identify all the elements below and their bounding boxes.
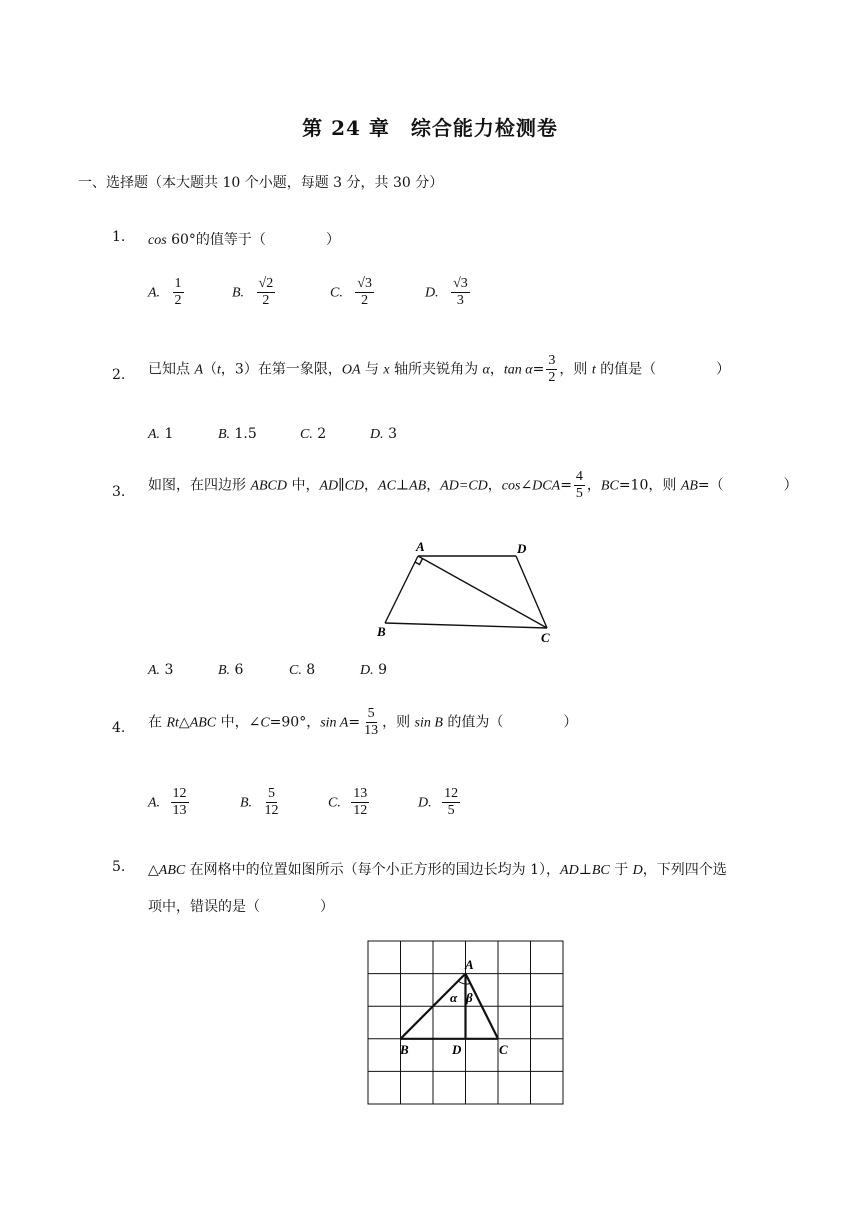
q4-option-c[interactable]: C. $\frac{13}{12}$ <box>328 786 368 819</box>
q2-option-d[interactable]: D. 3 <box>370 426 397 442</box>
q2-option-c[interactable]: C. 2 <box>300 426 327 442</box>
question-4-number: 4. <box>112 720 126 736</box>
question-4-text: 在 Rt△ABC 中，∠C=90°，sin A= $\frac{5}{13}$ ，则 sin B 的值为（ ） <box>148 706 578 739</box>
q3-option-b[interactable]: B. 6 <box>218 662 244 678</box>
q3-quadrilateral-figure <box>370 536 560 648</box>
edge-ab <box>385 556 418 623</box>
edge-bc <box>385 623 547 628</box>
label-alpha: α <box>450 990 458 1005</box>
q1-option-a[interactable]: A. $\frac{1}{2}$ <box>148 276 182 309</box>
q3-option-d[interactable]: D. 9 <box>360 662 387 678</box>
q2-option-a[interactable]: A. 1 <box>148 426 174 442</box>
q1-option-d[interactable]: D. $\frac{√3}{3}$ <box>425 276 468 309</box>
question-3-text: 如图，在四边形 ABCD 中，AD∥CD，AC⊥AB，AD=CD，cos∠DCA= $\frac{4}{5}$ ，BC=10，则 AB=（ ） <box>148 469 798 502</box>
question-1-number: 1. <box>112 229 126 245</box>
q1-option-c[interactable]: C. $\frac{√3}{2}$ <box>330 276 372 309</box>
question-2-text: 已知点 A（t，3）在第一象限，OA 与 x 轴所夹锐角为 α，tan α= $\frac{3}{2}$ ，则 t 的值是（ ） <box>148 353 731 386</box>
label-B: B <box>377 624 386 639</box>
q3-option-a[interactable]: A. 3 <box>148 662 174 678</box>
q1-option-b[interactable]: B. $\frac{√2}{2}$ <box>232 276 274 309</box>
label-D: D <box>517 541 527 556</box>
q4-option-a[interactable]: A. $\frac{12}{13}$ <box>148 786 187 819</box>
label-B: B <box>400 1042 409 1057</box>
question-3-number: 3. <box>112 484 126 500</box>
edge-dc <box>516 556 547 628</box>
q3-option-c[interactable]: C. 8 <box>289 662 316 678</box>
q2-option-b[interactable]: B. 1.5 <box>218 426 257 442</box>
label-C: C <box>499 1042 508 1057</box>
label-A: A <box>465 957 474 972</box>
section-heading: 一、选择题（本大题共 10 个小题，每题 3 分，共 30 分） <box>78 175 444 191</box>
q4-option-d[interactable]: D. $\frac{12}{5}$ <box>418 786 459 819</box>
question-5-number: 5. <box>112 859 126 875</box>
label-A: A <box>416 539 425 554</box>
label-C: C <box>541 630 550 645</box>
q4-option-b[interactable]: B. $\frac{5}{12}$ <box>240 786 279 819</box>
question-5-text-line1: △ABC 在网格中的位置如图所示（每个小正方形的国边长均为 1），AD⊥BC 于 D，下列四个选 <box>148 862 727 878</box>
question-5-text-line2: 项中，错误的是（ ） <box>148 899 334 915</box>
label-D: D <box>452 1042 462 1057</box>
q5-grid-figure <box>366 938 566 1108</box>
question-1-text: cos 60°的值等于（ ） <box>148 232 340 248</box>
question-2-number: 2. <box>112 367 126 383</box>
label-beta: β <box>466 990 473 1005</box>
page-title: 第 24 章 综合能力检测卷 <box>302 116 558 140</box>
diagonal-ac <box>418 556 547 628</box>
